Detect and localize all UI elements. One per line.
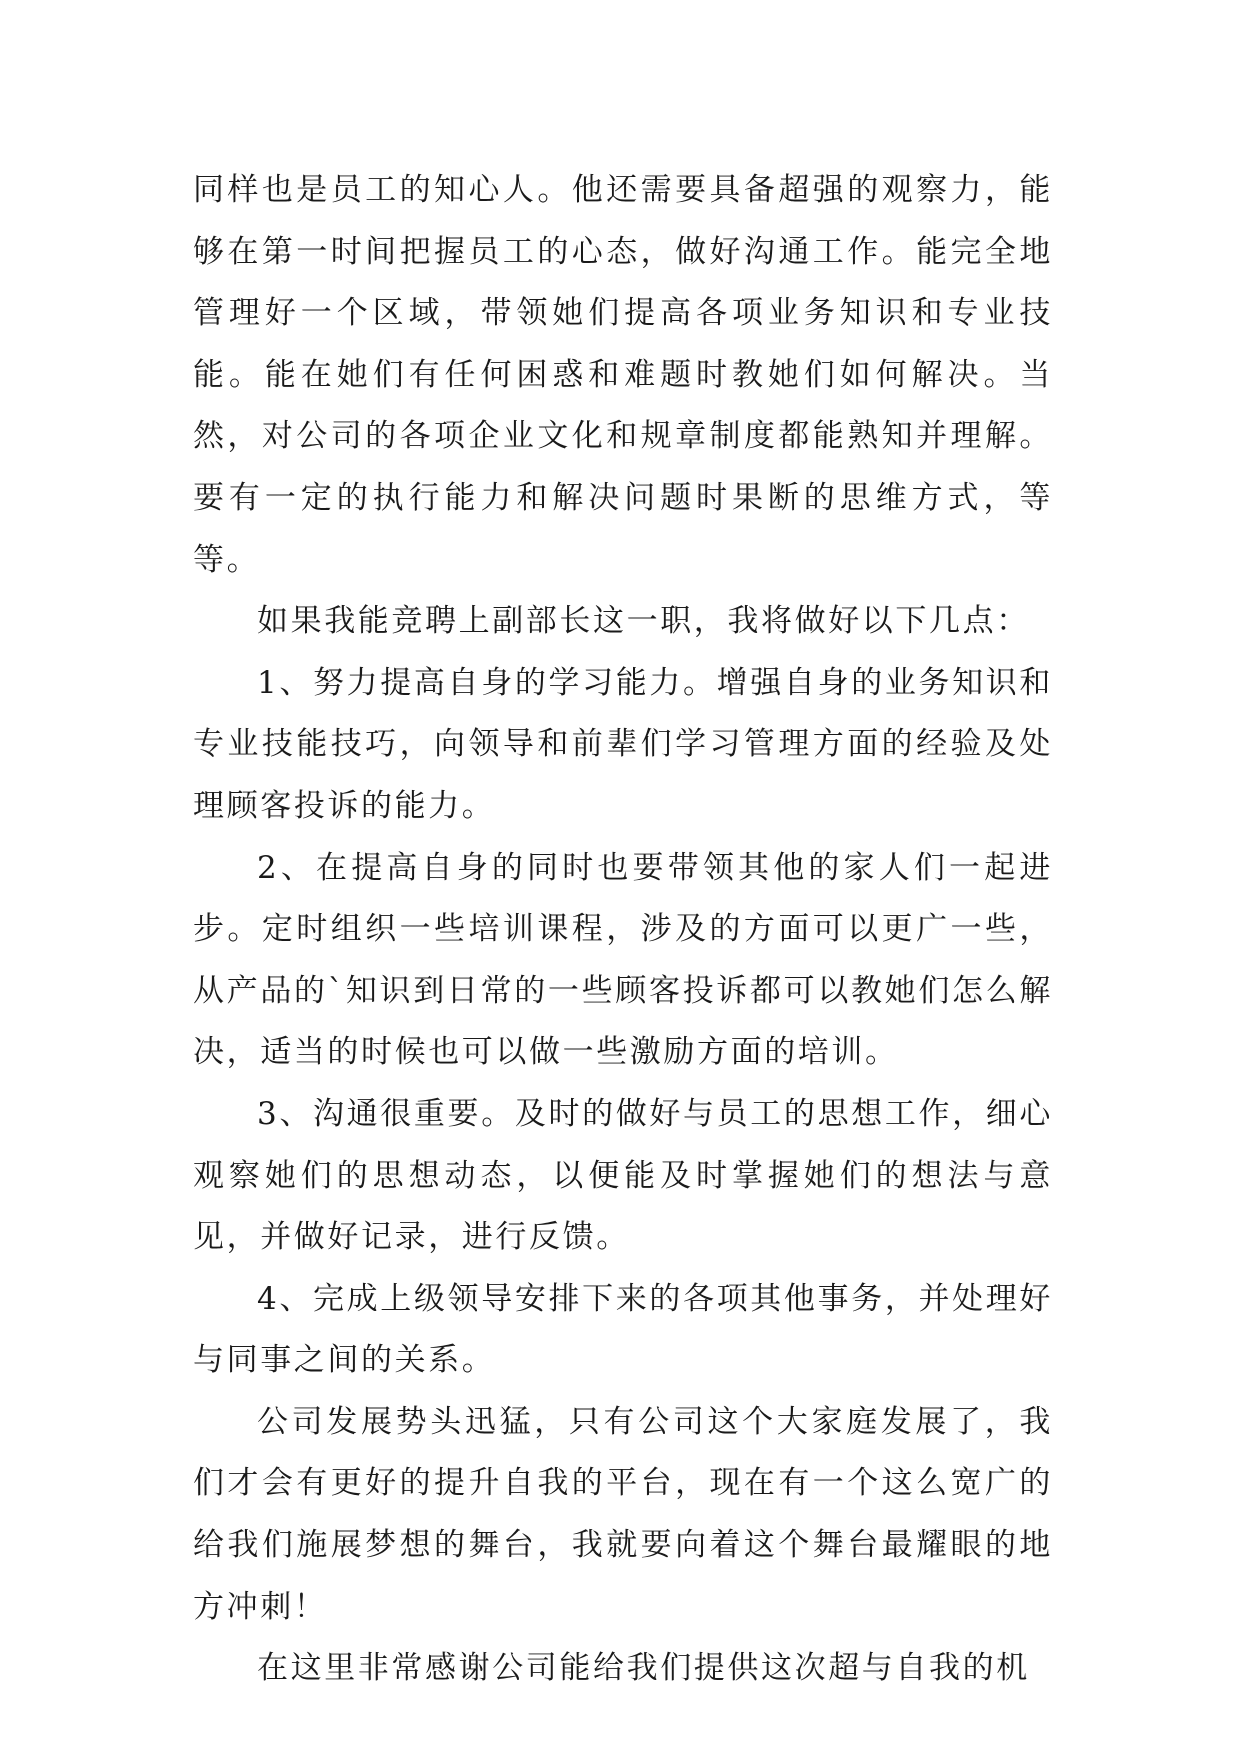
paragraph-4: 2、在提高自身的同时也要带领其他的家人们一起进步。定时组织一些培训课程，涉及的方面可以更广一些，从产品的`知识到日常的一些顾客投诉都可以教她们怎么解决，适当的时候也可以做一些激励方面的培训。 <box>193 849 1053 1071</box>
paragraph-5: 3、沟通很重要。及时的做好与员工的思想工作，细心观察她们的思想动态，以便能及时掌握她们的想法与意见，并做好记录，进行反馈。 <box>193 1095 1053 1256</box>
paragraph-3: 1、努力提高自身的学习能力。增强自身的业务知识和专业技能技巧，向领导和前辈们学习管理方面的经验及处理顾客投诉的能力。 <box>193 664 1053 824</box>
paragraph-6: 4、完成上级领导安排下来的各项其他事务，并处理好与同事之间的关系。 <box>193 1280 1053 1379</box>
paragraph-7: 公司发展势头迅猛，只有公司这个大家庭发展了，我们才会有更好的提升自我的平台，现在有一个这么宽广的给我们施展梦想的舞台，我就要向着这个舞台最耀眼的地方冲刺！ <box>193 1403 1053 1625</box>
body-text <box>193 160 1053 1700</box>
paragraph-8: 在这里非常感谢公司能给我们提供这次超与自我的机 <box>257 1650 1030 1687</box>
paragraph-1: 同样也是员工的知心人。他还需要具备超强的观察力，能够在第一时间把握员工的心态，做好沟通工作。能完全地管理好一个区域，带领她们提高各项业务知识和专业技能。能在她们有任何困惑和难题时教她们如何解决。当然，对公司的各项企业文化和规章制度都能熟知并理解。要有一定的执行能力和解决问题时果断的思维方式，等等。 <box>193 172 1053 578</box>
paragraph-2: 如果我能竞聘上副部长这一职，我将做好以下几点： <box>257 603 1030 640</box>
